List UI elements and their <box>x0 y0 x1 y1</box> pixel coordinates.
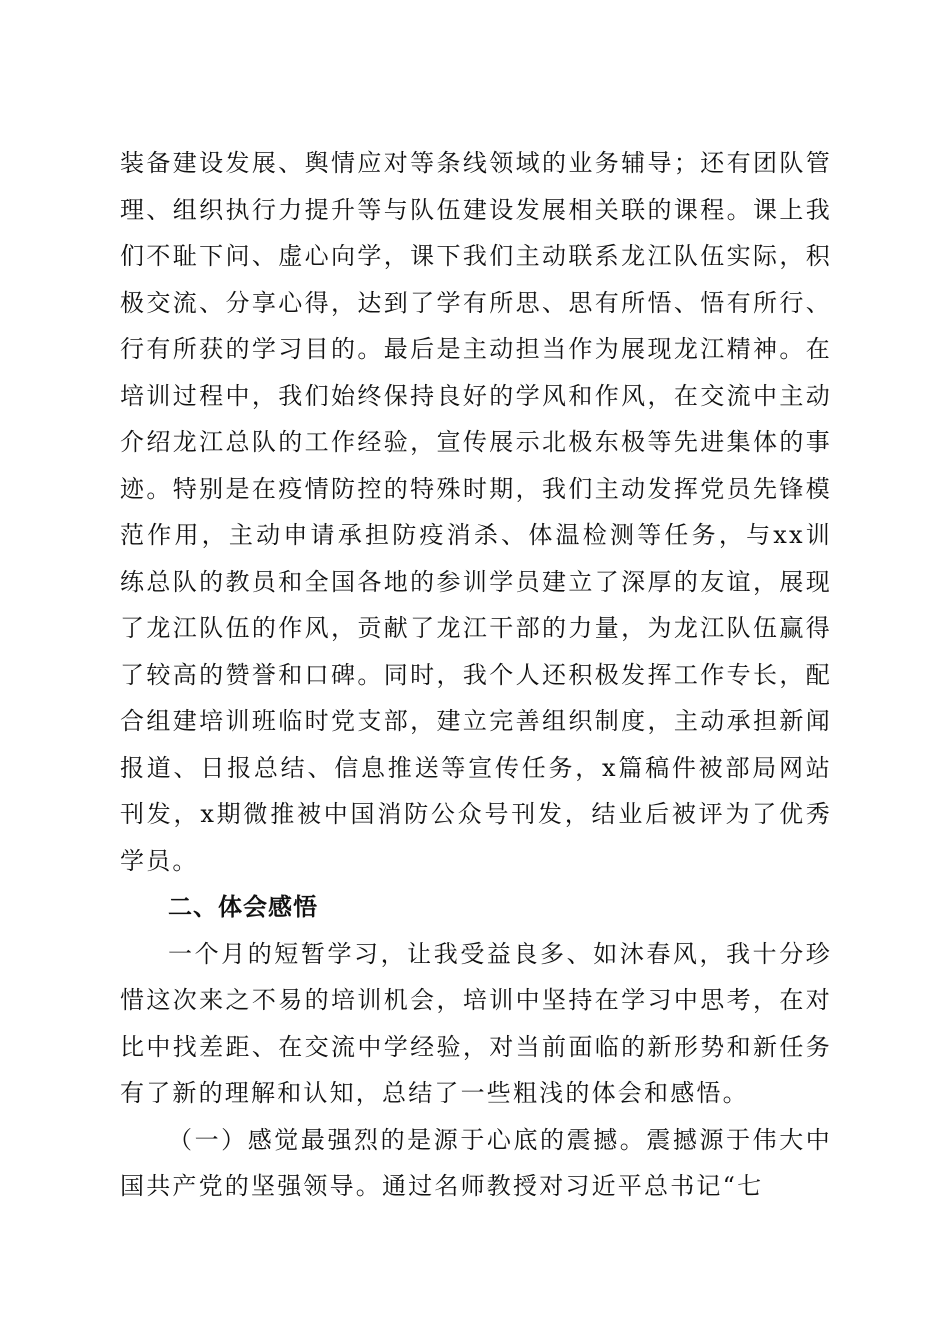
body-paragraph: 装备建设发展、舆情应对等条线领域的业务辅导；还有团队管理、组织执行力提升等与队伍建设发展相关联的课程。课上我们不耻下问、虚心向学，课下我们主动联系龙江队伍实际，积极交流、分享心得，达到了学有所思、思有所悟、悟有所行、行有所获的学习目的。最后是主动担当作为展现龙江精神。在培训过程中，我们始终保持良好的学风和作风，在交流中主动介绍龙江总队的工作经验，宣传展示北极东极等先进集体的事迹。特别是在疫情防控的特殊时期，我们主动发挥党员先锋模范作用，主动申请承担防疫消杀、体温检测等任务，与xx训练总队的教员和全国各地的参训学员建立了深厚的友谊，展现了龙江队伍的作风，贡献了龙江干部的力量，为龙江队伍赢得了较高的赞誉和口碑。同时，我个人还积极发挥工作专长，配合组建培训班临时党支部，建立完善组织制度，主动承担新闻报道、日报总结、信息推送等宣传任务，x篇稿件被部局网站刊发，x期微推被中国消防公众号刊发，结业后被评为了优秀学员。 <box>120 149 832 875</box>
subsection-heading: （一）感觉最强烈的是源于心底的震撼。 <box>168 1125 647 1154</box>
subsection-paragraph <box>120 1117 832 1210</box>
section-heading: 二、体会感悟 <box>168 893 318 921</box>
document-body <box>120 140 832 1210</box>
subsection-body: 震撼源于伟大中国共产党的坚强领导。通过名师教授对习近平总书记“七 <box>120 1125 832 1200</box>
body-paragraph: 一个月的短暂学习，让我受益良多、如沐春风，我十分珍惜这次来之不易的培训机会，培训中坚持在学习中思考，在对比中找差距、在交流中学经验，对当前面临的新形势和新任务有了新的理解和认知，总结了一些粗浅的体会和感悟。 <box>120 939 832 1107</box>
